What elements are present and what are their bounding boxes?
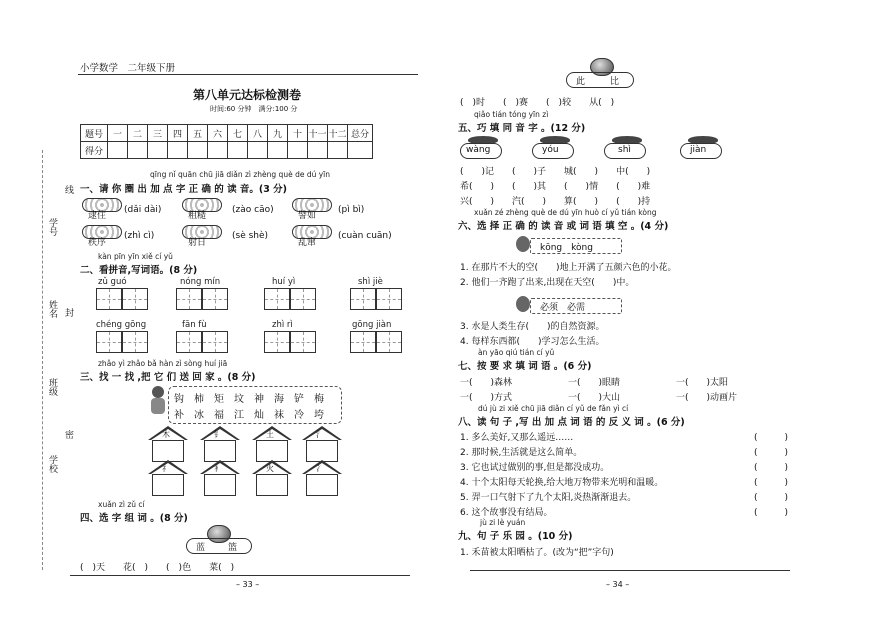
- sec1-word: 逮住: [88, 211, 107, 221]
- writing-grid-cell[interactable]: [350, 331, 376, 353]
- page-number-left: – 33 –: [236, 580, 260, 589]
- sec6-sentence[interactable]: 2. 他们一齐跑了出来,出现在天空( )中。: [460, 278, 635, 288]
- pinyin-prompt: fān fù: [182, 320, 207, 330]
- sec1-options[interactable]: (dǎi dài): [124, 205, 162, 215]
- writing-grid-cell[interactable]: [264, 331, 290, 353]
- answer-line[interactable]: [470, 570, 790, 571]
- sec9-pinyin: jù zi lè yuán: [480, 518, 526, 527]
- sec1-title: 一、请 你 圈 出 加 点 字 正 确 的 读 音。(3 分): [80, 184, 287, 195]
- score-header-cell: 十一: [308, 125, 328, 142]
- pinyin-prompt: gōng jiàn: [352, 320, 392, 330]
- sec7-item[interactable]: 一( )大山: [568, 393, 621, 403]
- writing-grid-cell[interactable]: [176, 288, 202, 310]
- radical-house[interactable]: [148, 426, 188, 464]
- side-label-name: 姓名: [47, 300, 57, 318]
- pinyin-prompt: chéng gōng: [96, 320, 147, 330]
- sec8-item: 3. 它也试过做别的事,但是都没成功。: [460, 463, 610, 473]
- sec1-options[interactable]: (zhì cì): [124, 231, 155, 241]
- score-input[interactable]: [188, 142, 208, 159]
- radical-label: 土: [266, 430, 274, 439]
- score-input[interactable]: [348, 142, 373, 159]
- sec7-item[interactable]: 一( )眼睛: [568, 378, 621, 388]
- answer-blank[interactable]: ( ): [754, 448, 789, 458]
- sound-label: wàng: [466, 145, 491, 155]
- sec2-title: 二、看拼音,写词语。(8 分): [80, 265, 198, 276]
- answer-blank[interactable]: ( ): [754, 478, 789, 488]
- score-input[interactable]: [208, 142, 228, 159]
- owl-icon: [516, 296, 530, 312]
- sec1-word: 秩序: [88, 238, 107, 248]
- sec2-pinyin: kàn pīn yīn xiě cí yǔ: [98, 252, 173, 261]
- sec1-word: 射日: [188, 238, 207, 248]
- score-header-cell: 二: [128, 125, 148, 142]
- page-subtitle: 时间:60 分钟 满分:100 分: [210, 105, 298, 113]
- radical-house[interactable]: [252, 460, 292, 498]
- sec7-item[interactable]: 一( )动画片: [676, 393, 738, 403]
- sound-label: jiàn: [690, 145, 707, 155]
- writing-grid-cell[interactable]: [290, 331, 316, 353]
- sec7-item[interactable]: 一( )方式: [460, 393, 513, 403]
- sound-label: shì: [618, 145, 631, 155]
- sec3-title: 三、找 一 找 ,把 它 们 送 回 家 。(8 分): [80, 372, 256, 383]
- sec8-title: 八、读 句 子 ,写 出 加 点 词 语 的 反 义 词 。(6 分): [458, 417, 685, 428]
- pinyin-prompt: shì jiè: [358, 277, 383, 287]
- sec5-row[interactable]: 兴( ) 汽( ) 算( ) ( )持: [460, 197, 651, 207]
- score-header-cell: 十: [288, 125, 308, 142]
- radical-house[interactable]: [302, 460, 342, 498]
- option-text: 必须 必需: [540, 303, 586, 313]
- writing-grid-cell[interactable]: [176, 331, 202, 353]
- sec1-pinyin: qīng nǐ quān chū jiā diǎn zì zhèng què de dú yīn: [150, 170, 331, 179]
- score-input[interactable]: [108, 142, 128, 159]
- sec1-word: 乱窜: [298, 238, 317, 248]
- sec6-title: 六、选 择 正 确 的 读 音 或 词 语 填 空 。(4 分): [458, 221, 669, 232]
- score-input[interactable]: [148, 142, 168, 159]
- score-header-cell: 五: [188, 125, 208, 142]
- sec8-item: 6. 这个故事没有结局。: [460, 508, 553, 518]
- sec1-options[interactable]: (pì bì): [338, 205, 365, 215]
- score-header-cell: 九: [268, 125, 288, 142]
- character-bank-row: 补 冰 福 江 灿 袜 冷 垮: [174, 410, 324, 421]
- pinyin-prompt: huí yì: [272, 277, 296, 287]
- char-pair-a: 此: [576, 77, 586, 87]
- score-input[interactable]: [228, 142, 248, 159]
- radical-label: 火: [266, 464, 274, 473]
- sec7-title: 七、按 要 求 填 词 语 。(6 分): [458, 361, 592, 372]
- score-input[interactable]: [308, 142, 328, 159]
- side-label-line: 线: [63, 185, 73, 194]
- sec8-pinyin: dú jù zi xiě chū jiā diǎn cí yǔ de fǎn yì cí: [478, 404, 629, 413]
- owl-icon: [516, 236, 530, 252]
- sec5-title: 五、巧 填 同 音 字 。(12 分): [458, 123, 586, 134]
- sec4b-blanks[interactable]: ( )时 ( )赛 ( )较 从( ): [460, 98, 615, 108]
- binding-line: [42, 150, 44, 570]
- score-input[interactable]: [328, 142, 348, 159]
- sec7-item[interactable]: 一( )森林: [460, 378, 513, 388]
- side-label-seal: 封: [63, 308, 73, 317]
- sec1-word: 粗糙: [188, 211, 207, 221]
- answer-blank[interactable]: ( ): [754, 493, 789, 503]
- sec3-pinyin: zhǎo yì zhǎo bǎ hàn zì sòng huí jiā: [98, 359, 228, 368]
- page-number-right: – 34 –: [606, 580, 630, 589]
- score-header-cell: 七: [228, 125, 248, 142]
- sec9-question: 1. 禾苗被太阳晒枯了。(改为“把”字句): [460, 548, 614, 558]
- score-row-label: 得分: [81, 142, 108, 159]
- sec8-item: 2. 那时候,生活就是这么简单。: [460, 448, 583, 458]
- writing-grid-cell[interactable]: [376, 288, 402, 310]
- radical-house[interactable]: [200, 426, 240, 464]
- sec1-options[interactable]: (cuàn cuān): [338, 231, 392, 241]
- writing-grid-cell[interactable]: [202, 331, 228, 353]
- writing-grid-cell[interactable]: [96, 288, 122, 310]
- radical-label: 衤: [214, 464, 222, 473]
- sec1-word: 譬如: [298, 211, 317, 221]
- sec8-item: 4. 十个太阳每天轮换,给大地万物带来光明和温暖。: [460, 478, 664, 488]
- child-icon: [148, 386, 168, 416]
- radical-label: 木: [162, 430, 170, 439]
- radical-house[interactable]: [252, 426, 292, 464]
- radical-label: 氵: [316, 430, 324, 439]
- sec5-row[interactable]: 希( ) ( )其 ( )情 ( )难: [460, 182, 651, 192]
- sound-label: yóu: [542, 145, 559, 155]
- sec6-sentence[interactable]: 4. 每样东西都( )学习怎么生活。: [460, 337, 605, 347]
- pinyin-prompt: nóng mín: [180, 277, 221, 287]
- score-header-cell: 三: [148, 125, 168, 142]
- pinyin-prompt: zǔ guó: [98, 277, 127, 287]
- answer-blank[interactable]: ( ): [754, 508, 789, 518]
- sec6-pinyin: xuǎn zé zhèng què de dú yīn huò cí yǔ tián kòng: [474, 208, 657, 217]
- sec6-sentence[interactable]: 3. 水是人类生存( )的自然资源。: [460, 322, 605, 332]
- writing-grid-cell[interactable]: [376, 331, 402, 353]
- sec8-item: 5. 羿一口气射下了九个太阳,炎热渐渐退去。: [460, 493, 637, 503]
- score-input[interactable]: [248, 142, 268, 159]
- side-label-class: 班级: [47, 378, 57, 396]
- sec4-title: 四、选 字 组 词 。(8 分): [80, 513, 188, 524]
- writing-grid-cell[interactable]: [96, 331, 122, 353]
- radical-label: 礻: [162, 464, 170, 473]
- writing-grid-cell[interactable]: [122, 288, 148, 310]
- sec1-options[interactable]: (zào cāo): [232, 205, 274, 215]
- score-header-cell: 题号: [81, 125, 108, 142]
- score-header-cell: 总分: [348, 125, 373, 142]
- sec6-sentence[interactable]: 1. 在那片不大的空( )地上开满了五颜六色的小花。: [460, 263, 677, 273]
- writing-grid-cell[interactable]: [202, 288, 228, 310]
- radical-house[interactable]: [302, 426, 342, 464]
- header-rule: [78, 74, 418, 75]
- sec4-blanks[interactable]: ( )天 花( ) ( )色 菜( ): [80, 563, 235, 573]
- sec9-title: 九、句 子 乐 园 。(10 分): [458, 531, 573, 542]
- score-input[interactable]: [128, 142, 148, 159]
- answer-blank[interactable]: ( ): [754, 433, 789, 443]
- char-pair-a: 蓝: [196, 543, 206, 553]
- footer-rule-left: [70, 575, 410, 576]
- side-label-school: 学校: [47, 455, 57, 473]
- radical-label: 钅: [214, 430, 222, 439]
- answer-blank[interactable]: ( ): [754, 463, 789, 473]
- score-header-cell: 十二: [328, 125, 348, 142]
- page-title: 第八单元达标检测卷: [193, 88, 302, 102]
- sec7-item[interactable]: 一( )太阳: [676, 378, 729, 388]
- sec8-item: 1. 多么美好,又那么遥远……: [460, 433, 574, 443]
- writing-grid-cell[interactable]: [290, 288, 316, 310]
- sec5-row[interactable]: ( )记 ( )子 城( ) 中( ): [460, 167, 651, 177]
- sec7-pinyin: àn yāo qiú tián cí yǔ: [478, 348, 555, 357]
- writing-grid-cell[interactable]: [264, 288, 290, 310]
- score-input[interactable]: [168, 142, 188, 159]
- pinyin-prompt: zhì rì: [272, 320, 293, 330]
- score-header-cell: 六: [208, 125, 228, 142]
- book-header: 小学数学 二年级下册: [80, 63, 176, 74]
- side-label-id: 学号: [47, 218, 57, 236]
- sec5-pinyin: qiǎo tián tóng yīn zì: [474, 110, 549, 119]
- sec4-pinyin: xuǎn zì zǔ cí: [98, 500, 145, 509]
- option-text: kōng kòng: [540, 243, 593, 253]
- score-header-cell: 一: [108, 125, 128, 142]
- side-label-secret: 密: [63, 430, 73, 439]
- radical-house[interactable]: [148, 460, 188, 498]
- char-pair-b: 篮: [228, 543, 238, 553]
- radical-house[interactable]: [200, 460, 240, 498]
- character-bank-row: 钩 柿 矩 坟 神 海 铲 梅: [174, 394, 324, 405]
- score-table: [80, 124, 373, 159]
- score-input[interactable]: [268, 142, 288, 159]
- sec1-options[interactable]: (sè shè): [232, 231, 269, 241]
- writing-grid-cell[interactable]: [350, 288, 376, 310]
- char-pair-b: 比: [610, 77, 620, 87]
- score-header-cell: 八: [248, 125, 268, 142]
- score-header-cell: 四: [168, 125, 188, 142]
- radical-label: 冫: [316, 464, 324, 473]
- score-input[interactable]: [288, 142, 308, 159]
- writing-grid-cell[interactable]: [122, 331, 148, 353]
